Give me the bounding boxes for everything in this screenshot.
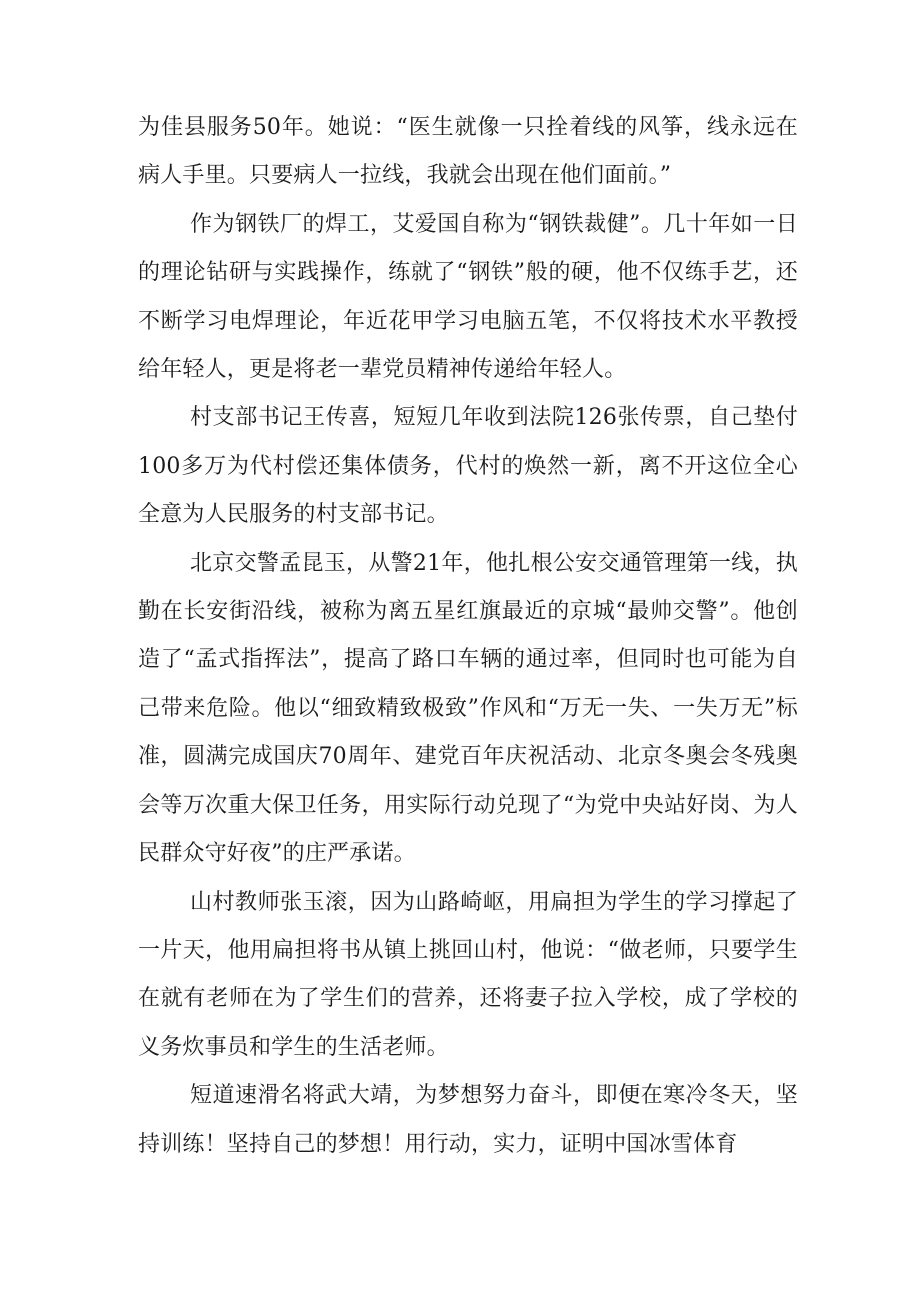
paragraph-5: 山村教师张玉滚，因为山路崎岖，用扁担为学生的学习撑起了一片天，他用扁担将书从镇上挑回山村，他说：“做老师，只要学生在就有老师在为了学生们的营养，还将妻子拉入学校，成了学校的义务炊事员和学生的生活老师。 bbox=[138, 889, 798, 1060]
paragraph-3: 村支部书记王传喜，短短几年收到法院126张传票，自己垫付100多万为代村偿还集体债务，代村的焕然一新，离不开这位全心全意为人民服务的村支部书记。 bbox=[138, 405, 798, 528]
document-body bbox=[138, 104, 798, 1169]
paragraph-4: 北京交警孟昆玉，从警21年，他扎根公安交通管理第一线，执勤在长安街沿线，被称为离五星红旗最近的京城“最帅交警”。他创造了“孟式指挥法”，提高了路口车辆的通过率，但同时也可能为自己带来危险。他以“细致精致极致”作风和“万无一失、一失万无”标准，圆满完成国庆70周年、建党百年庆祝活动、北京冬奥会冬残奥会等万次重大保卫任务，用实际行动兑现了“为党中央站好岗、为人民群众守好夜”的庄严承诺。 bbox=[138, 550, 798, 867]
paragraph-6: 短道速滑名将武大靖，为梦想努力奋斗，即便在寒冷冬天，坚持训练！坚持自己的梦想！用行动，实力，证明中国冰雪体育 bbox=[138, 1083, 798, 1157]
paragraph-1: 为佳县服务50年。她说：“医生就像一只拴着线的风筝，线永远在病人手里。只要病人一拉线，我就会出现在他们面前。” bbox=[138, 115, 798, 189]
paragraph-2: 作为钢铁厂的焊工，艾爱国自称为“钢铁裁健”。几十年如一日的理论钻研与实践操作，练就了“钢铁”般的硬，他不仅练手艺，还不断学习电焊理论，年近花甲学习电脑五笔，不仅将技术水平教授给年轻人，更是将老一辈党员精神传递给年轻人。 bbox=[138, 211, 798, 383]
